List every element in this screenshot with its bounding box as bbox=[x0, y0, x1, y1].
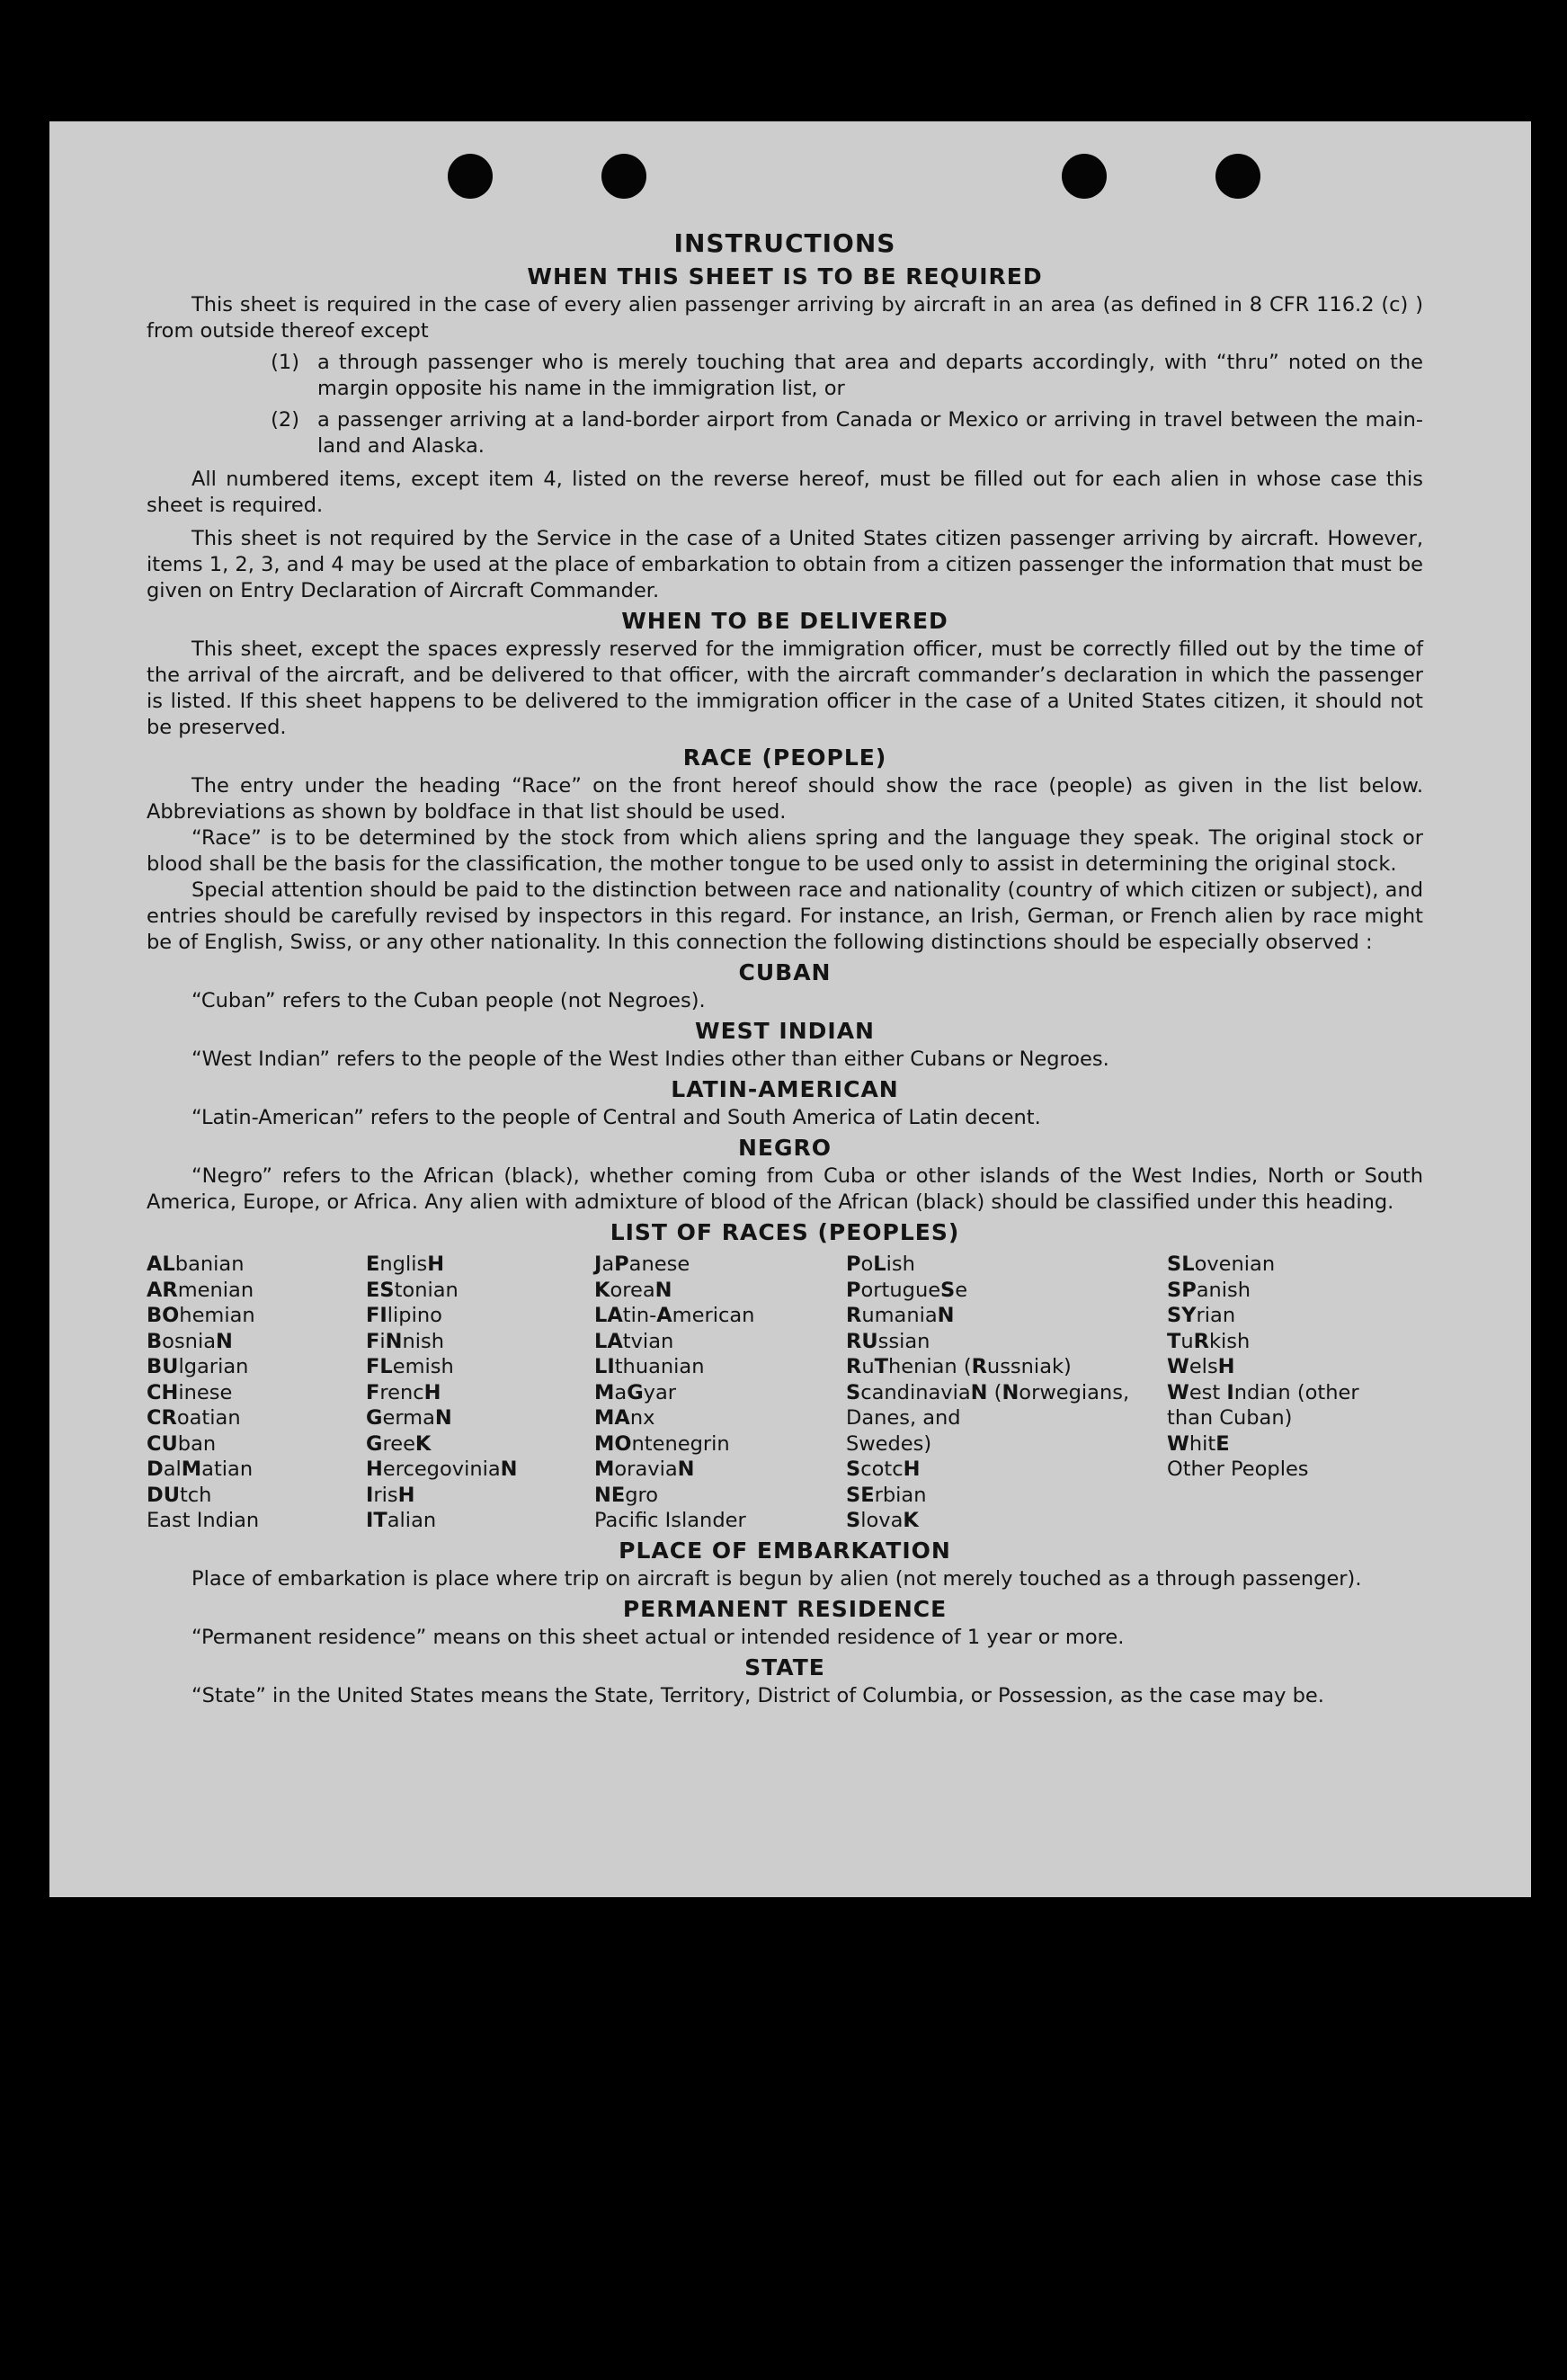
race-item: RUssian bbox=[846, 1329, 930, 1353]
race-item: RumaniaN bbox=[846, 1304, 955, 1327]
race-item: WelsH bbox=[1167, 1355, 1235, 1378]
section-heading-latin-american: LATIN-AMERICAN bbox=[671, 1076, 899, 1102]
punch-hole bbox=[1062, 154, 1107, 199]
numbered-items-paragraph: All numbered items, except item 4, listed on the reverse hereof, must be filled out for each alien in whose case this sheet is required. bbox=[147, 468, 1423, 517]
race-item: Swedes) bbox=[846, 1431, 932, 1456]
race-item: DalMatian bbox=[147, 1457, 254, 1481]
punch-hole bbox=[601, 154, 646, 199]
race-item: MAnx bbox=[594, 1406, 655, 1430]
race-item: NEgro bbox=[594, 1483, 659, 1507]
race-item: ScandinaviaN (Norwegians, bbox=[846, 1380, 1130, 1404]
race-item: Pacific Islander bbox=[594, 1509, 746, 1532]
races-column bbox=[366, 1252, 594, 1534]
race-item: MaGyar bbox=[594, 1380, 677, 1404]
races-list bbox=[147, 1252, 1423, 1534]
instructions-content bbox=[147, 220, 1423, 1709]
race-item: GermaN bbox=[366, 1406, 452, 1430]
latin-american-definition: “Latin-American” refers to the people of Central and South America of Latin decent. bbox=[191, 1106, 1041, 1129]
state-definition: “State” in the United States means the State, Territory, District of Columbia, or Possession, as the case may be. bbox=[191, 1683, 1324, 1707]
race-item: West Indian (other bbox=[1167, 1380, 1359, 1404]
race-item: TuRkish bbox=[1167, 1329, 1251, 1353]
page-title: INSTRUCTIONS bbox=[673, 228, 896, 258]
races-list-heading: LIST OF RACES (PEOPLES) bbox=[610, 1219, 960, 1245]
race-item: LAtin-American bbox=[594, 1304, 755, 1327]
race-item: Other Peoples bbox=[1167, 1457, 1309, 1481]
race-item: Danes, and bbox=[846, 1406, 961, 1430]
race-item: BUlgarian bbox=[147, 1355, 249, 1378]
race-item: WhitE bbox=[1167, 1431, 1230, 1456]
race-item: ScotcH bbox=[846, 1457, 921, 1481]
race-item: PortugueSe bbox=[846, 1278, 968, 1302]
west-indian-definition: “West Indian” refers to the people of the West Indies other than either Cubans or Negroes. bbox=[191, 1047, 1109, 1071]
race-item: LIthuanian bbox=[594, 1355, 705, 1378]
exception-number: (2) bbox=[271, 408, 299, 432]
race-item: East Indian bbox=[147, 1509, 260, 1532]
race-item: ALbanian bbox=[147, 1252, 245, 1276]
section-heading-cuban: CUBAN bbox=[738, 959, 832, 985]
race-item: RuThenian (Russniak) bbox=[846, 1355, 1072, 1378]
race-item: than Cuban) bbox=[1167, 1406, 1293, 1430]
races-column bbox=[147, 1252, 366, 1534]
race-item: BOhemian bbox=[147, 1304, 255, 1327]
exception-item bbox=[147, 407, 1423, 459]
punch-hole bbox=[448, 154, 493, 199]
race-item: SPanish bbox=[1167, 1278, 1251, 1302]
race-item: JaPanese bbox=[594, 1252, 690, 1276]
section-heading-residence: PERMANENT RESIDENCE bbox=[622, 1595, 948, 1622]
race-item: EnglisH bbox=[366, 1252, 445, 1276]
race-item: CUban bbox=[147, 1431, 217, 1456]
section-heading-race: RACE (PEOPLE) bbox=[682, 744, 887, 771]
race-item: MOntenegrin bbox=[594, 1431, 730, 1456]
section-heading-delivered: WHEN TO BE DELIVERED bbox=[621, 608, 948, 634]
races-column bbox=[846, 1252, 1167, 1534]
race-paragraph: Special attention should be paid to the distinction between race and nationality (country of which citizen or subject), and entries should be carefully revised by inspectors in this regard. For instance, an Irish, German, or French alien by race might be of English, Swiss, or any other nationality. In this connection the following distinctions should be especially observed : bbox=[147, 878, 1423, 954]
race-item: BosniaN bbox=[147, 1329, 233, 1353]
embarkation-definition: Place of embarkation is place where trip on aircraft is begun by alien (not merely touched as a through passenger). bbox=[191, 1566, 1362, 1591]
race-item: IrisH bbox=[366, 1483, 415, 1507]
delivery-paragraph: This sheet, except the spaces expressly reserved for the immigration officer, must be correctly filled out by the time of the arrival of the aircraft, and be delivered to that officer, with the aircraft commander’s declaration in which the passenger is listed. If this sheet happens to be delivered to the immigration officer in the case of a United States citizen, it should not be preserved. bbox=[147, 637, 1423, 739]
instruction-sheet bbox=[49, 121, 1531, 1897]
race-item: ITalian bbox=[366, 1509, 437, 1532]
punch-hole bbox=[1215, 154, 1260, 199]
exception-text: a through passenger who is merely touching that area and departs accordingly, with “thru” noted on the margin opposite his name in the immigration list, or bbox=[317, 351, 1423, 400]
cuban-definition: “Cuban” refers to the Cuban people (not Negroes). bbox=[191, 989, 706, 1012]
race-item: EStonian bbox=[366, 1278, 459, 1302]
race-item: LAtvian bbox=[594, 1329, 674, 1353]
section-heading-state: STATE bbox=[744, 1654, 825, 1680]
required-intro: This sheet is required in the case of every alien passenger arriving by aircraft in an area (as defined in 8 CFR 116.2 (c) ) from outside thereof except bbox=[147, 293, 1423, 343]
section-heading-embarkation: PLACE OF EMBARKATION bbox=[619, 1537, 951, 1564]
section-heading-required: WHEN THIS SHEET IS TO BE REQUIRED bbox=[527, 263, 1043, 290]
negro-definition: “Negro” refers to the African (black), whether coming from Cuba or other islands of the West Indies, North or South America, Europe, or Africa. Any alien with admixture of blood of the African (black) should be classified under this heading. bbox=[147, 1164, 1423, 1214]
race-item: CRoatian bbox=[147, 1406, 241, 1430]
race-paragraph: The entry under the heading “Race” on the front hereof should show the race (people) as given in the list below. Abbreviations as shown by boldface in that list should be used. bbox=[147, 774, 1423, 824]
race-paragraph: “Race” is to be determined by the stock from which aliens spring and the language they speak. The original stock or blood shall be the basis for the classification, the mother tongue to be used only to assist in determining the original stock. bbox=[147, 826, 1423, 876]
citizen-paragraph: This sheet is not required by the Service in the case of a United States citizen passenger arriving by aircraft. However, items 1, 2, 3, and 4 may be used at the place of embarkation to obtain from a citizen passenger the information that must be given on Entry Declaration of Aircraft Commander. bbox=[147, 527, 1423, 602]
race-item: FiNnish bbox=[366, 1329, 445, 1353]
race-item: SYrian bbox=[1167, 1304, 1236, 1327]
residence-definition: “Permanent residence” means on this sheet actual or intended residence of 1 year or more. bbox=[191, 1625, 1125, 1649]
section-heading-west-indian: WEST INDIAN bbox=[695, 1018, 875, 1044]
races-column bbox=[1167, 1252, 1423, 1534]
races-column bbox=[594, 1252, 846, 1534]
race-item: FIlipino bbox=[366, 1304, 442, 1327]
race-item: FrencH bbox=[366, 1380, 441, 1404]
race-item: KoreaN bbox=[594, 1278, 672, 1302]
race-item: DUtch bbox=[147, 1483, 212, 1507]
section-heading-negro: NEGRO bbox=[737, 1135, 832, 1161]
race-item: SLovenian bbox=[1167, 1252, 1276, 1276]
race-item: ARmenian bbox=[147, 1278, 254, 1302]
race-item: FLemish bbox=[366, 1355, 454, 1378]
race-item: SErbian bbox=[846, 1483, 927, 1507]
race-item: GreeK bbox=[366, 1431, 432, 1456]
race-item: PoLish bbox=[846, 1252, 915, 1276]
race-item: SlovaK bbox=[846, 1509, 919, 1532]
exception-text: a passenger arriving at a land-border airport from Canada or Mexico or arriving in travel between the main-land and Alaska. bbox=[317, 408, 1423, 458]
exception-number: (1) bbox=[271, 351, 299, 374]
race-item: MoraviaN bbox=[594, 1457, 695, 1481]
exception-item bbox=[147, 350, 1423, 402]
race-item: CHinese bbox=[147, 1380, 233, 1404]
race-item: HercegoviniaN bbox=[366, 1457, 518, 1481]
